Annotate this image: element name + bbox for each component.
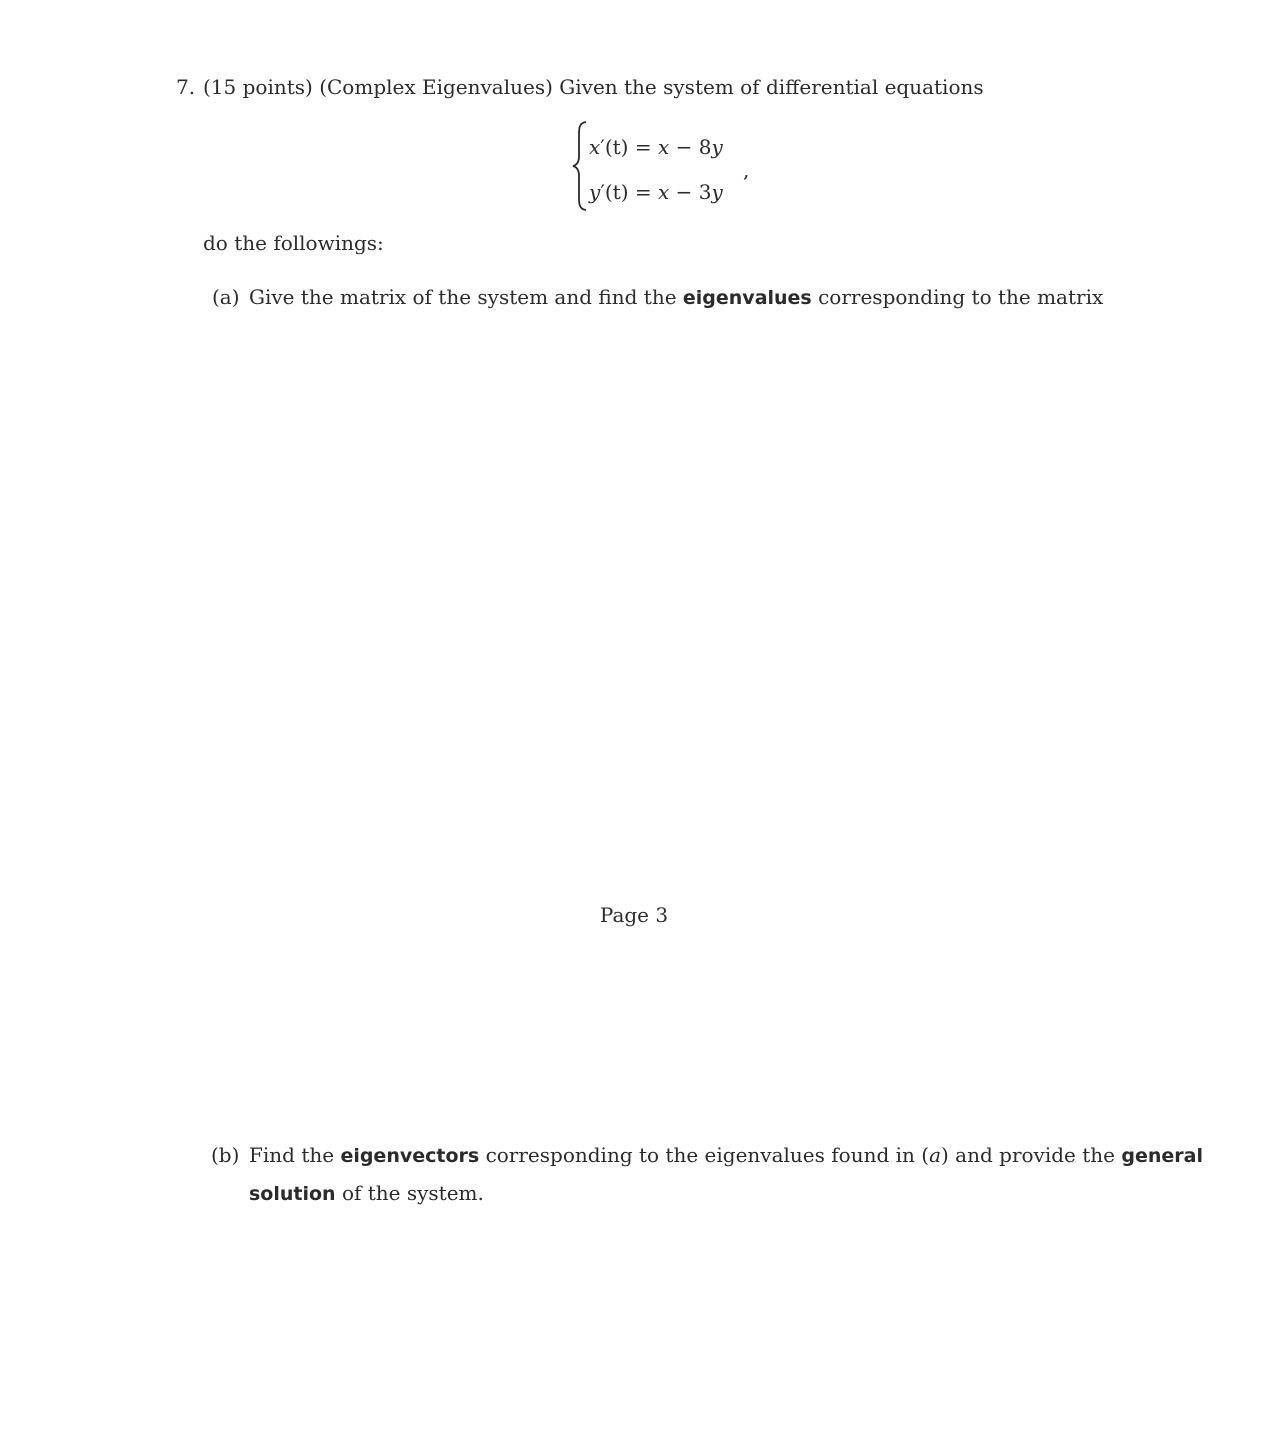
part-b-label: (b) — [211, 1143, 240, 1167]
part-a-bold: eigenvalues — [682, 287, 812, 309]
part-b-text-line1: Find the eigenvectors corresponding to the eigenvalues found in (a) and provide the general — [249, 1143, 1203, 1167]
page-number: Page 3 — [599, 903, 669, 927]
part-a-text: Give the matrix of the system and find the eigenvalues corresponding to the matrix — [249, 285, 1104, 309]
intro-text: do the followings: — [203, 231, 384, 255]
part-b-bold-eigenvectors: eigenvectors — [340, 1145, 480, 1167]
equation-1: x′(t) = x − 8y — [589, 135, 723, 159]
system-trailing-comma: , — [743, 158, 750, 182]
problem-points: (15 points) — [203, 75, 313, 99]
part-b-bold-general: general — [1121, 1145, 1203, 1167]
problem-number: 7. — [176, 75, 196, 99]
problem-statement — [203, 77, 984, 97]
part-b-ref: (a) — [921, 1143, 949, 1167]
part-a-label: (a) — [212, 285, 240, 309]
equation-2: y′(t) = x − 3y — [589, 180, 723, 204]
problem-topic: (Complex Eigenvalues) — [319, 75, 553, 99]
part-b-text-line2: solution of the system. — [249, 1181, 484, 1205]
part-b-bold-solution: solution — [249, 1183, 336, 1205]
problem-statement-text: Given the system of differential equations — [559, 75, 984, 99]
left-brace — [572, 120, 588, 212]
